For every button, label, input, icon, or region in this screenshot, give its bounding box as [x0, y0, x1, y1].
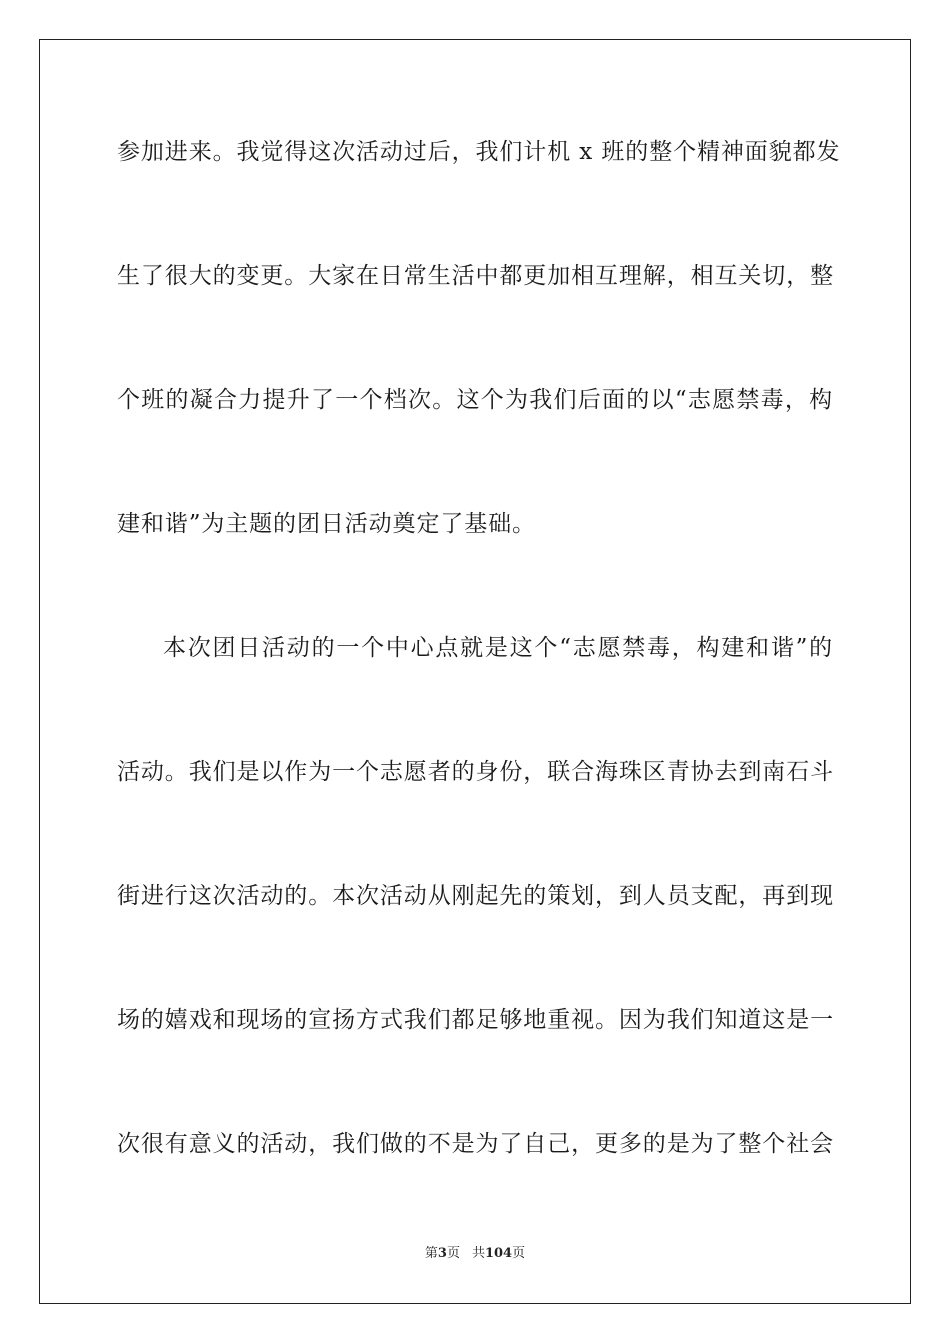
body-text-line: 场的嬉戏和现场的宣扬方式我们都足够地重视。因为我们知道这是一 — [117, 1007, 834, 1033]
body-text-line: 活动。我们是以作为一个志愿者的身份，联合海珠区青协去到南石斗 — [117, 759, 834, 785]
page-prefix: 第 — [424, 1246, 438, 1261]
paragraph-first-line: 本次团日活动的一个中心点就是这个“志愿禁毒，构建和谐”的 — [163, 635, 833, 661]
page-suffix: 页 — [446, 1246, 460, 1261]
body-text-line: 次很有意义的活动，我们做的不是为了自己，更多的是为了整个社会 — [117, 1131, 834, 1157]
body-text-line: 个班的凝合力提升了一个档次。这个为我们后面的以“志愿禁毒，构 — [117, 387, 833, 413]
page-border — [39, 39, 911, 1304]
page-number: 3 — [437, 1246, 447, 1261]
total-pages: 104 — [484, 1246, 513, 1261]
body-text-line: 街进行这次活动的。本次活动从刚起先的策划，到人员支配，再到现 — [117, 883, 834, 909]
page-footer — [0, 1245, 950, 1263]
total-prefix: 共 — [471, 1246, 485, 1261]
total-suffix: 页 — [512, 1246, 526, 1261]
body-text-line: 参加进来。我觉得这次活动过后，我们计机 x 班的整个精神面貌都发 — [117, 139, 841, 165]
body-text-line: 建和谐”为主题的团日活动奠定了基础。 — [117, 511, 536, 537]
body-text-line: 生了很大的变更。大家在日常生活中都更加相互理解，相互关切，整 — [117, 263, 834, 289]
